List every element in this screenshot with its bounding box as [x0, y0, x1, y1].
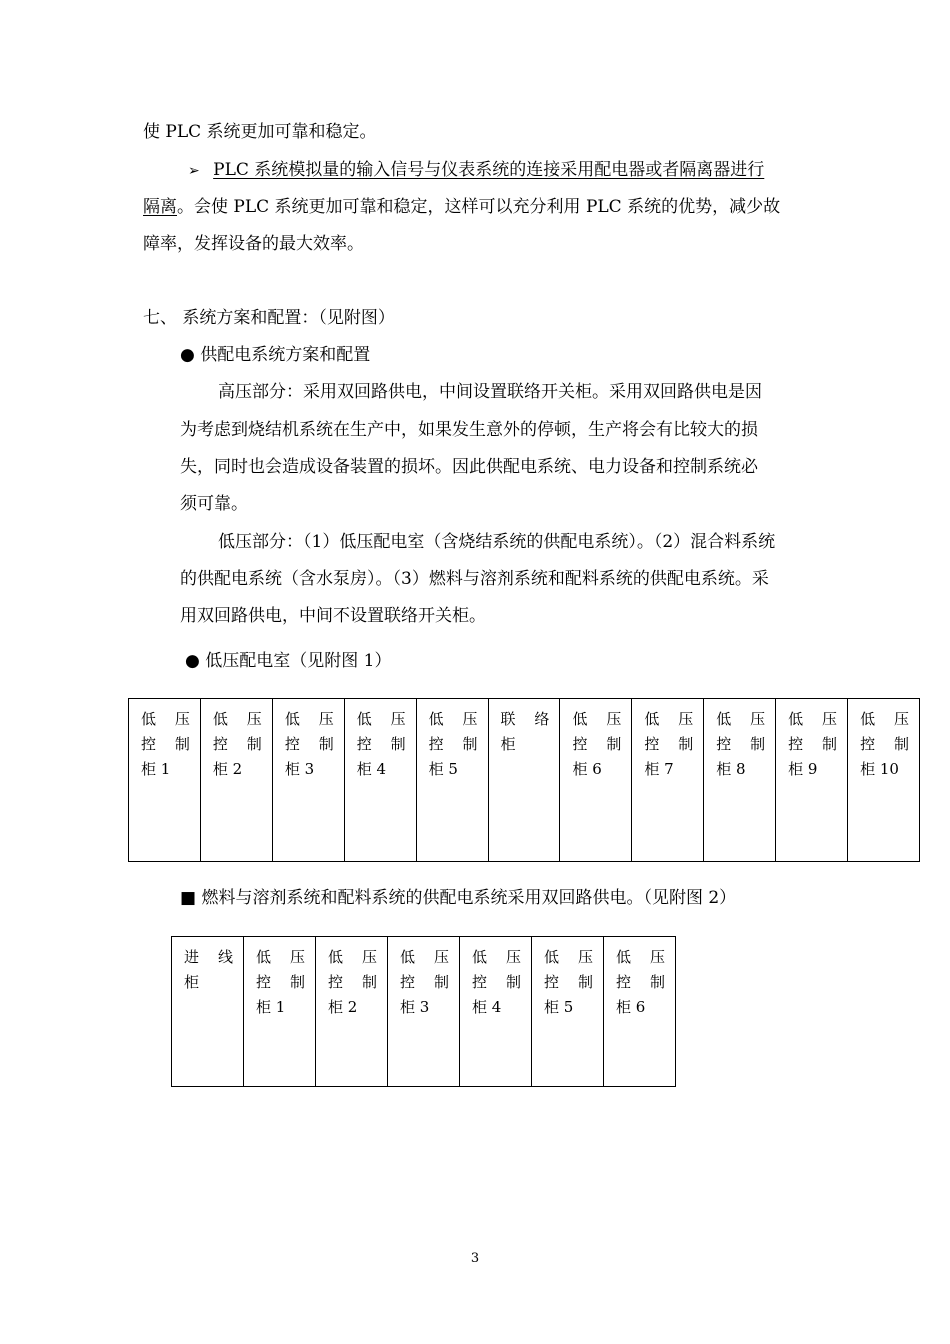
cabinet-label-line: 低 压: [572, 710, 622, 728]
cabinet-label-line: 柜 1: [141, 760, 171, 778]
cabinet-label-line: 柜: [184, 973, 200, 991]
cabinet-label-line: 控 制: [356, 735, 406, 753]
paragraph-line: 障率，发挥设备的最大效率。: [143, 234, 364, 254]
paragraph-line: 低压部分：（1）低压配电室（含烧结系统的供配电系统）。（2）混合料系统: [218, 532, 776, 552]
cabinet-label-line: 柜 3: [400, 998, 430, 1016]
cabinet-cell: [532, 937, 604, 1087]
cabinet-label-line: 控 制: [428, 735, 478, 753]
cabinet-cell: [129, 699, 201, 862]
cabinet-cell: [776, 699, 848, 862]
cabinet-label-line: 低 压: [328, 948, 377, 966]
cabinet-label-line: 低 压: [616, 948, 665, 966]
cabinet-label-line: 控 制: [616, 973, 665, 991]
cabinet-label-line: 控 制: [644, 735, 694, 753]
section-heading: 七、 系统方案和配置：（见附图）: [143, 308, 395, 328]
cabinet-label-line: 柜 5: [428, 760, 458, 778]
cabinet-label-line: 低 压: [428, 710, 478, 728]
cabinet-label-line: 低 压: [284, 710, 334, 728]
cabinet-label-line: 低 压: [141, 710, 190, 728]
paragraph-line: 须可靠。: [180, 494, 248, 514]
cabinet-cell: [416, 699, 488, 862]
arrow-bullet-line: [188, 160, 764, 181]
cabinet-label-line: 柜 3: [284, 760, 315, 778]
cabinet-label-line: 柜 7: [644, 760, 674, 778]
cabinet-label-line: 低 压: [644, 710, 694, 728]
cabinet-label-line: 控 制: [284, 735, 334, 753]
cabinet-cell: [172, 937, 244, 1087]
cabinet-label-line: 进 线: [184, 948, 233, 966]
cabinet-label-line: 控 制: [716, 735, 766, 753]
cabinet-label-line: 控 制: [472, 973, 521, 991]
cabinet-label-line: 低 压: [716, 710, 766, 728]
arrow-bullet-icon: ➢: [188, 163, 200, 179]
cabinet-label-line: 低 压: [356, 710, 406, 728]
cabinet-label-line: 低 压: [256, 948, 305, 966]
cabinet-label-line: 柜 8: [716, 760, 746, 778]
cabinet-cell: [316, 937, 388, 1087]
cabinet-label-line: 控 制: [141, 735, 190, 753]
cabinet-label-line: 低 压: [544, 948, 593, 966]
table-row: [129, 699, 920, 862]
cabinet-label-line: 控 制: [860, 735, 909, 753]
cabinet-label-line: 柜 6: [572, 760, 602, 778]
table-row: [172, 937, 676, 1087]
paragraph-line: 高压部分：采用双回路供电，中间设置联络开关柜。采用双回路供电是因: [218, 382, 762, 402]
paragraph-line: 失，同时也会造成设备装置的损坏。因此供配电系统、电力设备和控制系统必: [180, 457, 758, 477]
cabinet-cell: [488, 699, 560, 862]
cabinet-cell: [344, 699, 416, 862]
cabinet-label-line: 低 压: [788, 710, 838, 728]
cabinet-label-line: 柜 4: [356, 760, 387, 778]
paragraph-line: 为考虑到烧结机系统在生产中，如果发生意外的停顿，生产将会有比较大的损: [180, 420, 758, 440]
cabinet-cell: [200, 699, 272, 862]
cabinet-cell: [272, 699, 344, 862]
cabinet-label-line: 柜 10: [860, 760, 899, 778]
cabinet-label-line: 柜 6: [616, 998, 646, 1016]
cabinet-cell: [244, 937, 316, 1087]
cabinet-cell: [604, 937, 676, 1087]
cabinet-label-line: 低 压: [212, 710, 262, 728]
cabinet-label-line: 柜 2: [328, 998, 358, 1016]
underlined-text: 隔离: [143, 197, 177, 217]
cabinet-label-line: 控 制: [544, 973, 593, 991]
cabinet-label-line: 低 压: [472, 948, 521, 966]
cabinet-label-line: 控 制: [788, 735, 838, 753]
underlined-text: PLC 系统模拟量的输入信号与仪表系统的连接采用配电器或者隔离器进行: [213, 160, 765, 180]
cabinet-label-line: 低 压: [400, 948, 449, 966]
page-number: 3: [470, 1251, 480, 1266]
cabinet-label-line: 柜 1: [256, 998, 286, 1016]
cabinet-cell: [704, 699, 776, 862]
cabinet-label-line: 控 制: [328, 973, 377, 991]
cabinet-label-line: 控 制: [212, 735, 262, 753]
cabinet-label-line: 柜 4: [472, 998, 502, 1016]
paragraph-text: 。会使 PLC 系统更加可靠和稳定，这样可以充分利用 PLC 系统的优势，减少故: [177, 197, 781, 217]
paragraph-line: 使 PLC 系统更加可靠和稳定。: [143, 122, 377, 142]
figure-2-cabinet-table: [171, 936, 676, 1087]
cabinet-label-line: 柜: [500, 735, 516, 753]
cabinet-label-line: 柜 5: [544, 998, 574, 1016]
cabinet-cell: [460, 937, 532, 1087]
cabinet-label-line: 联 络: [500, 710, 550, 728]
cabinet-cell: [848, 699, 920, 862]
cabinet-label-line: 控 制: [256, 973, 305, 991]
paragraph-line: 用双回路供电，中间不设置联络开关柜。: [180, 606, 486, 626]
paragraph-line: 的供配电系统（含水泵房）。（3）燃料与溶剂系统和配料系统的供配电系统。采: [180, 569, 769, 589]
cabinet-label-line: 控 制: [572, 735, 622, 753]
cabinet-label-line: 低 压: [860, 710, 909, 728]
bullet-heading: ● 低压配电室（见附图 1）: [185, 651, 392, 671]
cabinet-label-line: 柜 9: [788, 760, 818, 778]
cabinet-cell: [632, 699, 704, 862]
figure-1-cabinet-table: [128, 698, 920, 862]
bullet-heading: ■ 燃料与溶剂系统和配料系统的供配电系统采用双回路供电。（见附图 2）: [180, 888, 737, 908]
cabinet-cell: [388, 937, 460, 1087]
cabinet-cell: [560, 699, 632, 862]
cabinet-label-line: 柜 2: [212, 760, 243, 778]
bullet-heading: ● 供配电系统方案和配置: [180, 345, 371, 365]
cabinet-label-line: 控 制: [400, 973, 449, 991]
paragraph-line: [143, 197, 780, 217]
